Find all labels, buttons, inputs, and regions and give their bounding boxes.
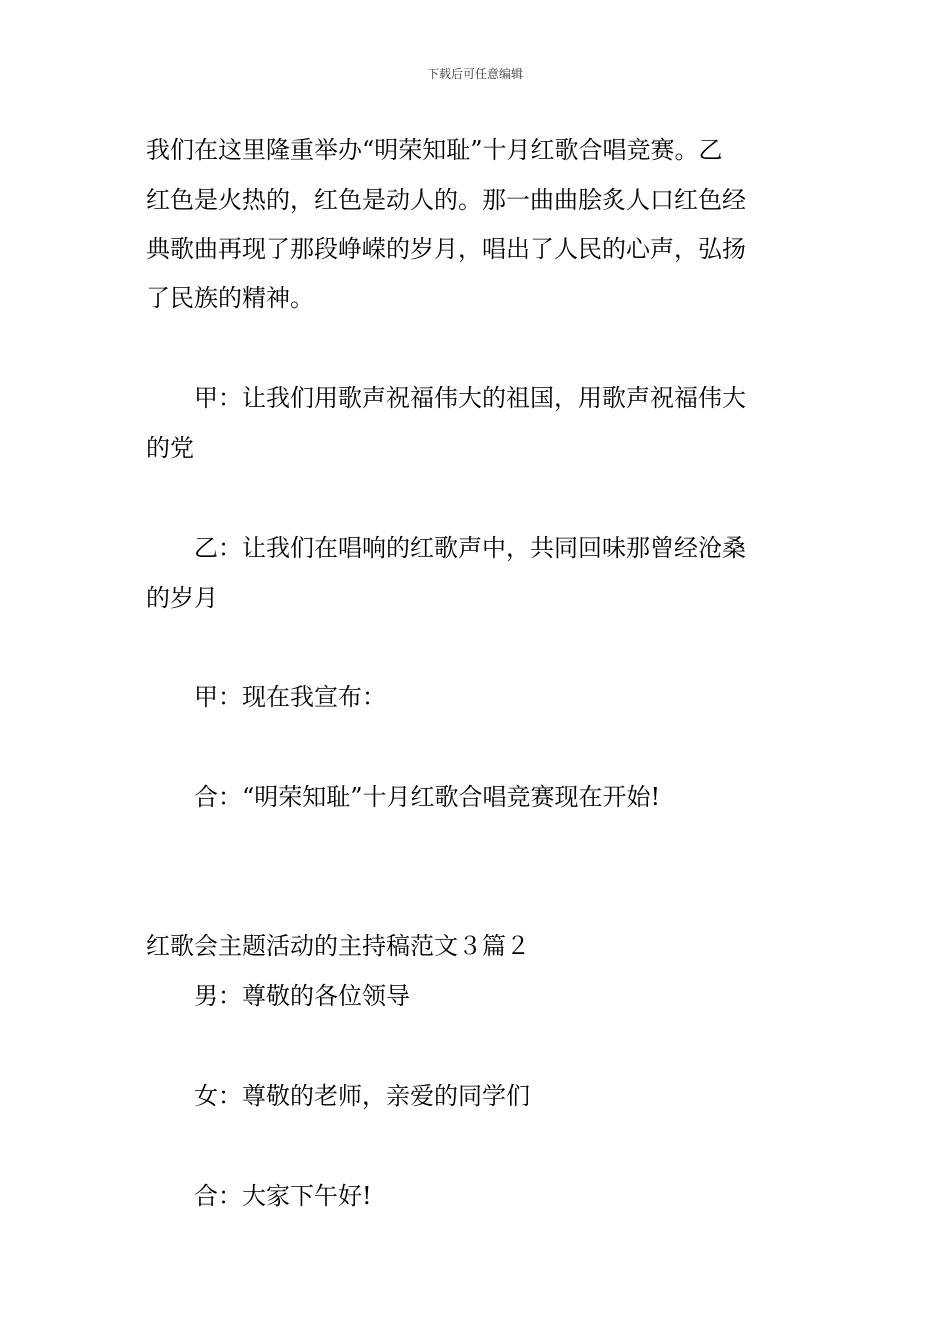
- dialogue-line: 合：大家下午好!: [194, 1182, 372, 1210]
- paragraph-line: 典歌曲再现了那段峥嵘的岁月，唱出了人民的心声，弘扬: [146, 235, 746, 263]
- section-title: 红歌会主题活动的主持稿范文３篇２: [146, 932, 530, 960]
- dialogue-line: 乙：让我们在唱响的红歌声中，共同回味那曾经沧桑: [194, 534, 746, 562]
- dialogue-line: 合：“明荣知耻”十月红歌合唱竞赛现在开始!: [194, 783, 661, 811]
- paragraph-line: 了民族的精神。: [146, 284, 314, 312]
- dialogue-line: 甲：现在我宣布：: [194, 683, 386, 711]
- page-header: 下载后可任意编辑: [426, 67, 523, 81]
- paragraph-line: 的岁月: [146, 584, 218, 612]
- dialogue-line: 女：尊敬的老师，亲爱的同学们: [194, 1082, 530, 1110]
- dialogue-line: 男：尊敬的各位领导: [194, 982, 410, 1010]
- dialogue-line: 甲：让我们用歌声祝福伟大的祖国，用歌声祝福伟大: [194, 384, 746, 412]
- paragraph-line: 红色是火热的，红色是动人的。那一曲曲脍炙人口红色经: [146, 186, 746, 214]
- paragraph-line: 我们在这里隆重举办“明荣知耻”十月红歌合唱竞赛。乙: [146, 136, 723, 164]
- paragraph-line: 的党: [146, 434, 194, 462]
